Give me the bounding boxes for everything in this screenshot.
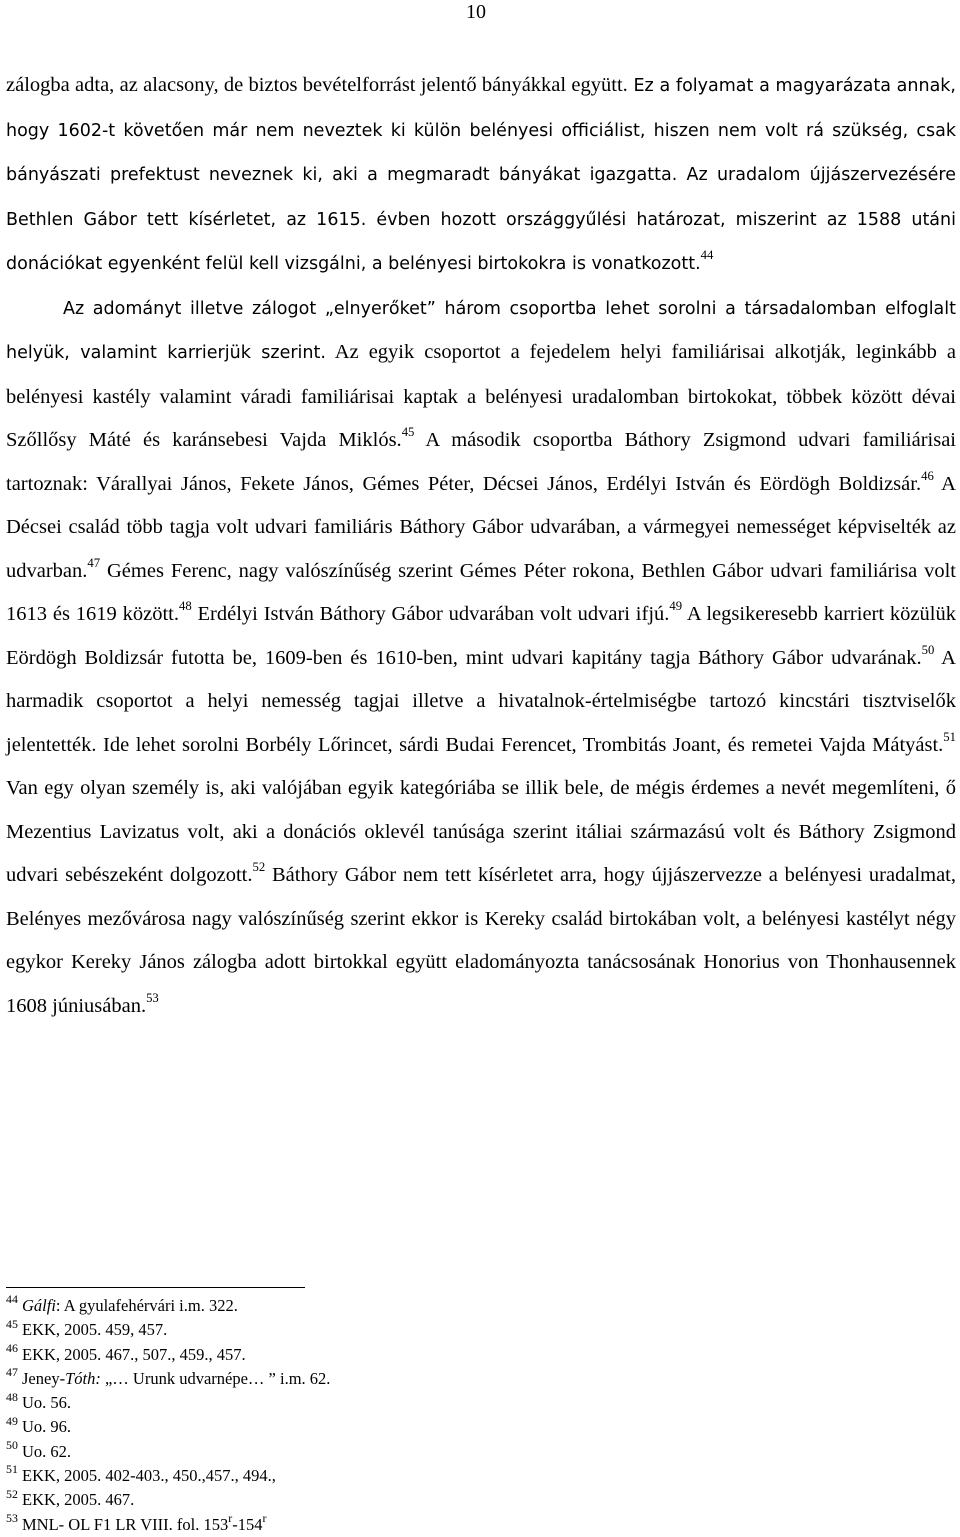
footnote-47 [6,1367,906,1391]
footnote-author: Gálfi [22,1296,56,1315]
footnote-text: Uo. 96. [22,1417,72,1437]
footnote-text-range: -154 [232,1514,263,1534]
footnote-number: 48 [6,1389,18,1404]
footnote-number: 50 [6,1438,18,1453]
footnote-text: „… Urunk udvarnépe… ” i.m. 62. [100,1368,331,1388]
footnote-text: Uo. 56. [22,1393,72,1413]
paragraph-2-text-7: A harmadik csoportot a helyi nemesség tagjai illetve a hivatalnok-értelmiségbe tartozó kincstári tisztviselők jelentették. Ide lehet sorolni Borbély Lőrincet, sárdi Budai Ferencet, Trombitás Joant, és remetei Vajda Mátyást. [6,646,956,756]
footnote-45 [6,1318,906,1342]
footnote-text: EKK, 2005. 467., 507., 459., 457. [22,1344,246,1364]
footnote-text: : A gyulafehérvári i.m. 322. [55,1296,238,1315]
footnote-recto-mark: r [228,1510,233,1525]
paragraph-1-sentence-1: zálogba adta, az alacsony, de biztos bevételforrást jelentő bányákkal együtt. [6,74,628,96]
footnote-author: Tóth: [65,1368,101,1388]
paragraph-2-text-9: Báthory Gábor nem tett kísérletet arra, hogy újjászervezze a belényesi uradalmat, Belényes mezővárosa nagy valószínűség szerint ekkor is Kereky család birtokában volt, a belényesi kastélyt négy egykor Kereky János zálogba adott birtokkal együtt eladományozta tanácsosának Honorius von Thonhausennek 1608 júniusában. [6,864,956,1017]
body-text [6,64,956,1028]
footnote-text: Uo. 62. [22,1441,72,1461]
footnote-author-prefix: Jeney- [22,1368,66,1388]
page-number: 10 [466,1,486,23]
paragraph-1-sans-passage: Ez a folyamat a magyarázata annak, hogy 1602-t követően már nem neveztek ki külön belényesi officiálist, hiszen nem volt rá szükség, csak bányászati prefektust neveznek ki, aki a megmaradt bányákat igazgatta. Az uradalom újjászervezésére Bethlen Gábor tett kísérletet, az 1615. évben hozott országgyűlési határozat, miszerint az 1588 utáni donációkat egyenként felül kell vizsgálni, a belényesi birtokokra is vonatkozott. [6,76,956,274]
footnote-ref-46: 46 [921,468,934,483]
paragraph-1 [6,64,956,287]
footnote-ref-48: 48 [178,599,192,614]
paragraph-2-text-3: A Décsei család több tagja volt udvari familiáris Báthory Gábor udvarában, a vármegyei nemességet képviselték az udvarban. [6,472,956,582]
footnote-text: MNL- OL F1 LR VIII. fol. 153 [17,1514,229,1534]
footnote-44 [6,1294,906,1318]
footnotes [6,1294,906,1537]
footnote-50 [6,1440,906,1464]
footnote-ref-52: 52 [252,860,266,875]
paragraph-2-sans-sentence: Az adományt illetve zálogot „elnyerőket” három csoportba lehet sorolni a társadalomban elfoglalt helyük, valamint karrierjük szerint. [6,298,956,363]
footnote-text: EKK, 2005. 402-403., 450.,457., 494., [22,1466,276,1486]
footnote-number: 47 [6,1365,18,1380]
footnote-ref-50: 50 [921,642,935,657]
footnote-number: 53 [6,1510,18,1525]
footnote-51 [6,1464,906,1488]
footnote-number: 51 [6,1462,18,1477]
footnote-53 [6,1510,906,1537]
footnote-text: EKK, 2005. 467. [22,1490,135,1510]
paragraph-2-text-5: Erdélyi István Báthory Gábor udvarában volt udvari ifjú. [191,603,670,625]
footnote-number: 45 [6,1316,18,1331]
footnote-ref-44: 44 [700,248,714,263]
footnote-48 [6,1391,906,1415]
footnote-ref-47: 47 [87,555,101,570]
footnote-49 [6,1415,906,1439]
footnote-52 [6,1488,906,1512]
footnote-46 [6,1340,906,1367]
paragraph-2 [6,287,956,1029]
footnote-separator [6,1287,305,1288]
footnote-number: 49 [6,1413,18,1428]
footnote-ref-51: 51 [943,729,956,744]
footnote-ref-45: 45 [401,425,415,440]
footnote-ref-49: 49 [669,599,683,614]
paragraph-2-text-4: Gémes Ferenc, nagy valószínűség szerint Gémes Péter rokona, Bethlen Gábor udvari familiárisa volt 1613 és 1619 között. [6,559,956,625]
paragraph-2-text-2: A második csoportba Báthory Zsigmond udvari familiárisai tartoznak: Várallyai János, Fekete János, Gémes Péter, Décsei János, Erdélyi István és Eördögh Boldizsár. [6,429,956,495]
paragraph-2-text-1: Az egyik csoportot a fejedelem helyi familiárisai alkotják, leginkább a belényesi kastély valamint váradi familiárisai kaptak a belényesi uradalomban birtokokat, többek között dévai Szőllősy Máté és karánsebesi Vajda Miklós. [6,341,956,451]
footnote-number: 52 [6,1486,18,1501]
footnote-recto-mark: r [262,1510,267,1525]
footnote-number: 46 [6,1340,18,1355]
footnote-text: EKK, 2005. 459, 457. [22,1320,168,1340]
paragraph-2-text-6: A legsikeresebb karriert közülük Eördögh Boldizsár futotta be, 1609-ben és 1610-ben, mint udvari kapitány tagja Báthory Gábor udvarának. [6,603,956,669]
paragraph-2-text-8: Van egy olyan személy is, aki valójában egyik kategóriába se illik bele, de mégis érdemes a nevét megemlíteni, ő Mezentius Lavizatus volt, aki a donációs oklevél tanúsága szerint itáliai származású volt és Báthory Zsigmond udvari sebészeként dolgozott. [6,777,956,886]
footnote-number: 44 [6,1292,18,1307]
footnote-ref-53: 53 [146,990,159,1005]
